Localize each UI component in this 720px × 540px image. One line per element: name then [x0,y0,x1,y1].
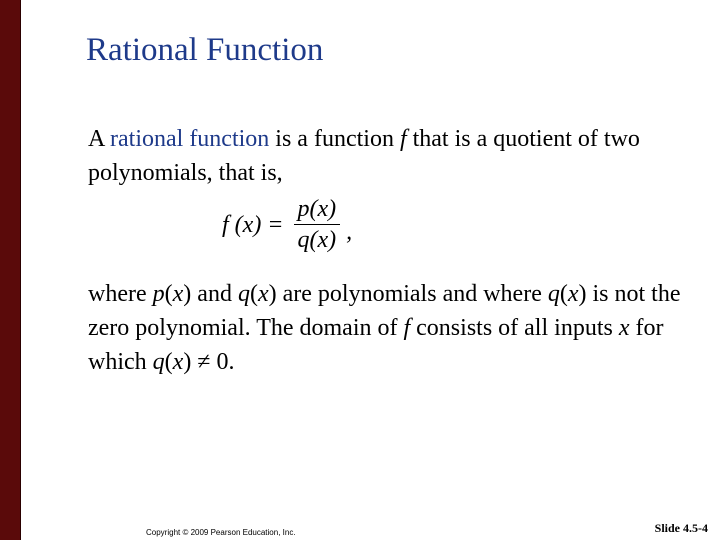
rational-function-formula [222,196,352,254]
formula-numerator: p(x) [294,196,341,225]
math-var-x: x [172,281,184,307]
definition-paragraph [88,122,708,190]
text-run: A [88,126,111,152]
slide-title: Rational Function [86,32,324,68]
math-var-f: f [399,126,407,152]
formula-lhs: f (x) = [222,211,284,238]
text-run: for which [88,315,664,375]
math-var-x: x [618,315,630,341]
copyright-notice: Copyright © 2009 Pearson Education, Inc. [146,528,296,537]
domain-paragraph [88,277,708,379]
slide-number: Slide 4.5-4 [654,521,708,535]
text-run: ( [559,281,568,307]
text-run: ) are polynomials and where [268,281,548,307]
math-var-f: f [403,315,411,341]
math-var-q: q [152,349,165,375]
text-run: ) and [183,281,238,307]
left-accent-bar [0,0,21,540]
formula-denominator: q(x) [297,227,337,253]
text-run: ( [164,349,173,375]
math-var-x: x [257,281,269,307]
rational-function-term: rational function [110,126,270,152]
text-run: where [88,281,153,307]
text-run: ) is not the zero polynomial. The domain of [88,281,681,341]
text-run: ( [249,281,258,307]
text-run: ) ≠ 0. [183,349,235,375]
math-var-p: p [152,281,165,307]
text-run: is a function [269,126,400,152]
text-run: ( [164,281,173,307]
text-run: that is a quotient of two polynomials, that is, [88,126,640,186]
math-var-x: x [567,281,579,307]
math-var-q: q [237,281,250,307]
text-run: consists of all inputs [410,315,619,341]
math-var-q: q [547,281,560,307]
formula-comma: , [346,218,353,245]
math-var-x: x [172,349,184,375]
formula-fraction [294,196,341,254]
